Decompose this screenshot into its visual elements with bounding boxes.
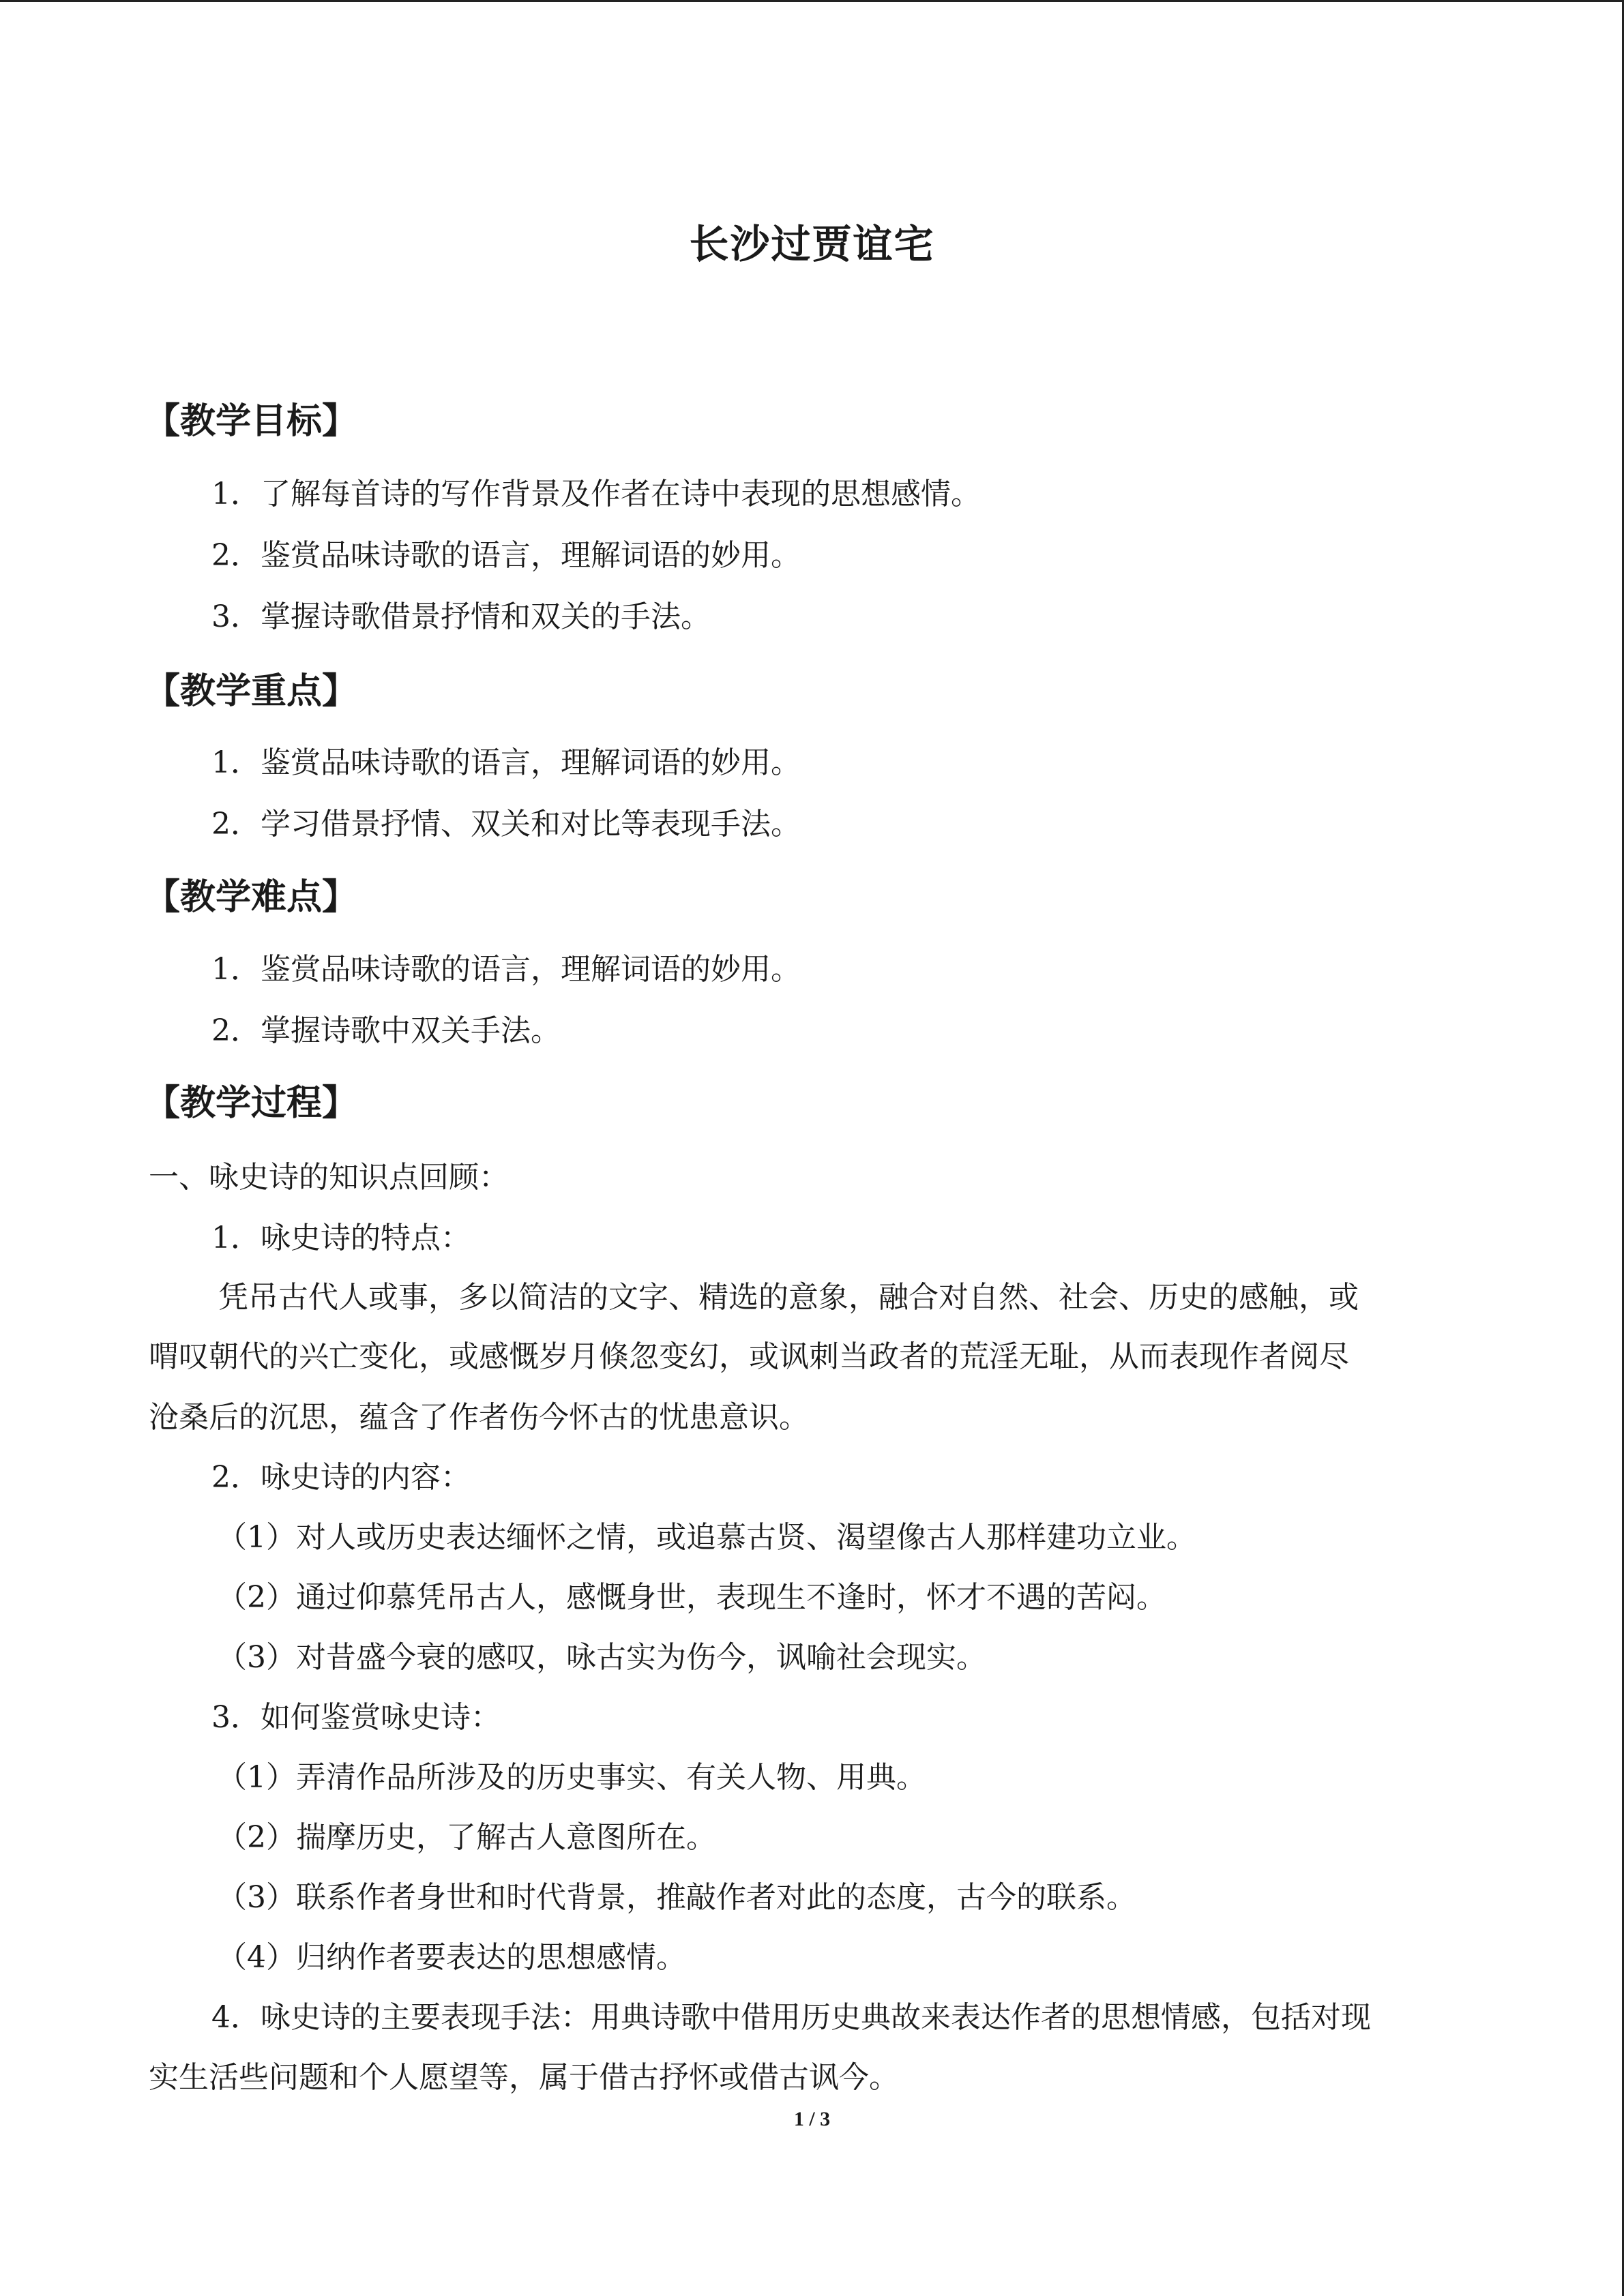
difficulty-item: 1．鉴赏品味诗歌的语言，理解词语的妙用。 [211,952,801,987]
heading-objectives: 【教学目标】 [145,401,358,442]
content-item: （2）通过仰慕凭吊古人，感慨身世，表现生不逢时，怀才不遇的苦闷。 [217,1580,1166,1615]
method-item: （3）联系作者身世和时代背景，推敲作者对此的态度，古今的联系。 [217,1880,1136,1915]
objective-item: 3．掌握诗歌借景抒情和双关的手法。 [211,599,711,634]
difficulty-item: 2．掌握诗歌中双关手法。 [211,1013,561,1048]
paragraph-line: 实生活些问题和个人愿望等，属于借古抒怀或借古讽今。 [149,2060,899,2095]
page-number: 1 / 3 [793,2108,831,2130]
method-item: （4）归纳作者要表达的思想感情。 [217,1940,686,1975]
process-part-title: 一、咏史诗的知识点回顾： [149,1160,509,1195]
process-subtitle: 2．咏史诗的内容： [211,1460,471,1495]
process-subtitle: 1．咏史诗的特点： [211,1221,471,1255]
key-point-item: 2．学习借景抒情、双关和对比等表现手法。 [211,807,801,841]
heading-process: 【教学过程】 [145,1083,358,1124]
document-title: 长沙过贾谊宅 [689,221,935,267]
process-subtitle: 3．如何鉴赏咏史诗： [211,1700,501,1735]
paragraph-line: 凭吊古代人或事，多以简洁的文字、精选的意象，融合对自然、社会、历史的感触，或 [218,1280,1359,1315]
paragraph-line: 4．咏史诗的主要表现手法：用典诗歌中借用历史典故来表达作者的思想情感，包括对现 [211,2000,1371,2035]
content-item: （1）对人或历史表达缅怀之情，或追慕古贤、渴望像古人那样建功立业。 [217,1520,1196,1555]
paragraph-line: 沧桑后的沉思，蕴含了作者伤今怀古的忧患意识。 [149,1400,809,1435]
method-item: （1）弄清作品所涉及的历史事实、有关人物、用典。 [217,1760,926,1795]
key-point-item: 1．鉴赏品味诗歌的语言，理解词语的妙用。 [211,745,801,780]
objective-item: 1．了解每首诗的写作背景及作者在诗中表现的思想感情。 [211,477,981,511]
paragraph-line: 喟叹朝代的兴亡变化，或感慨岁月倏忽变幻，或讽刺当政者的荒淫无耻，从而表现作者阅尽 [149,1339,1349,1374]
method-item: （2）揣摩历史，了解古人意图所在。 [217,1820,716,1855]
content-item: （3）对昔盛今衰的感叹，咏古实为伤今，讽喻社会现实。 [217,1640,986,1675]
objective-item: 2．鉴赏品味诗歌的语言，理解词语的妙用。 [211,538,801,573]
heading-key-points: 【教学重点】 [145,671,358,712]
heading-difficulties: 【教学难点】 [145,877,358,918]
